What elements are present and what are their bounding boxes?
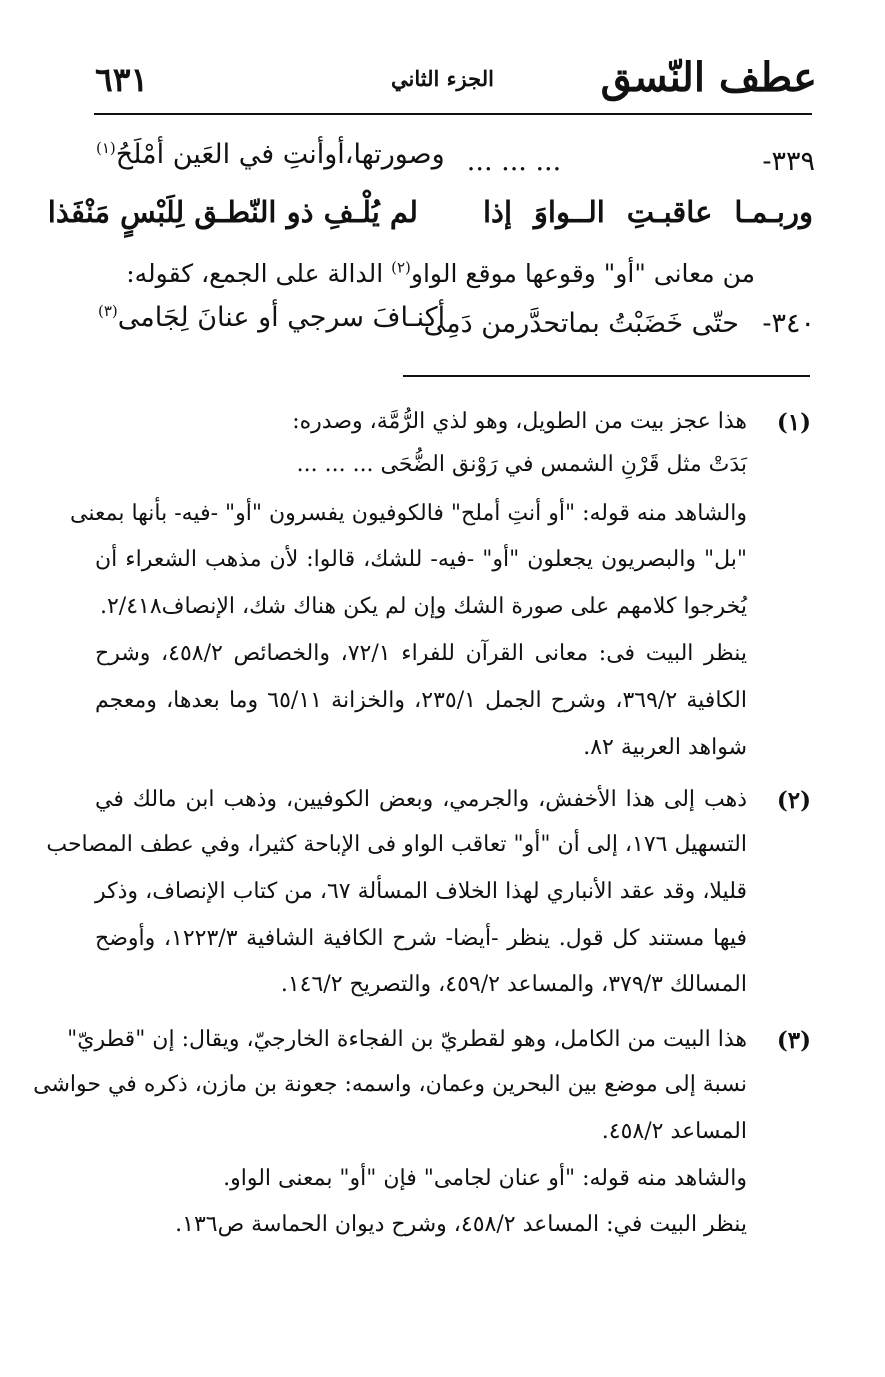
verse-ajuz: لم يُلْـفِ ذو النّطـق لِلَبْسٍ مَنْفَذا xyxy=(47,195,418,229)
verse-number: ٣٣٩- xyxy=(762,146,815,177)
footnote-line: التسهيل ١٧٦، إلى أن "أو" تعاقب الواو فى الإباحة كثيرا، وفي عطف المصاحب xyxy=(46,832,747,857)
verse-number: ٣٤٠- xyxy=(762,308,815,339)
verse-ajuz-text: وصورتها،أوأنتِ في العَين أمْلَحُ xyxy=(115,139,445,170)
footnote-separator xyxy=(403,375,810,377)
verse-sadr: ... ... ... xyxy=(466,146,562,177)
footnote-marker: (٣) xyxy=(776,1027,811,1054)
verse-sadr: حتّى خَضَبْتُ بماتحدَّرمن دَمِى xyxy=(423,308,739,339)
footnote-line: الكافية ٣٦٩/٢، وشرح الجمل ٢٣٥/١، والخزانة ٦٥/١١ وما بعدها، ومعجم xyxy=(95,688,747,713)
part-label: الجزء الثاني xyxy=(391,66,494,91)
footnote-marker: (٢) xyxy=(776,787,811,814)
verse-ajuz-text: أكنـافَ سرجي أو عنانَ لِجَامى xyxy=(117,302,446,333)
prose-line xyxy=(126,254,755,294)
footnote-line: والشاهد منه قوله: "أو أنتِ أملح" فالكوفيون يفسرون "أو" -فيه- بأنها بمعنى xyxy=(70,501,747,526)
footnote-ref: (٢) xyxy=(391,258,411,277)
footnote-ref: (٣) xyxy=(98,302,118,320)
footnote-marker: (١) xyxy=(776,409,811,436)
page-number: ٦٣١ xyxy=(95,60,149,99)
verse-ajuz xyxy=(96,133,445,177)
footnote-line: نسبة إلى موضع بين البحرين وعمان، واسمه: جعونة بن مازن، ذكره في حواشى xyxy=(33,1072,747,1097)
footnote-line: المسالك ٣٧٩/٣، والمساعد ٤٥٩/٢، والتصريح ١٤٦/٢. xyxy=(280,972,747,997)
prose-text: الدالة على الجمع، كقوله: xyxy=(126,259,392,288)
footnote-line: هذا البيت من الكامل، وهو لقطريّ بن الفجاءة الخارجيّ، ويقال: إن "قطريّ" xyxy=(67,1027,747,1052)
footnote-line: فيها مستند كل قول. ينظر -أيضا- شرح الكافية الشافية ١٢٢٣/٣، وأوضح xyxy=(95,926,748,951)
footnote-line: "بل" والبصريون يجعلون "أو" -فيه- للشك، قالوا: لأن مذهب الشعراء أن xyxy=(95,547,747,572)
footnote-line: يُخرجوا كلامهم على صورة الشك وإن لم يكن هناك شك، الإنصاف٢/٤١٨. xyxy=(99,594,747,619)
footnote-line: ذهب إلى هذا الأخفش، والجرمي، وبعض الكوفيين، وذهب ابن مالك في xyxy=(95,787,747,812)
footnote-ref: (١) xyxy=(96,139,116,157)
header-rule xyxy=(94,113,812,115)
book-title: عطف النّسق xyxy=(600,54,817,101)
footnote-line: والشاهد منه قوله: "أو عنان لجامى" فإن "أو" بمعنى الواو. xyxy=(223,1166,747,1191)
footnote-line: المساعد ٤٥٨/٢. xyxy=(601,1119,747,1144)
footnote-line: قليلا، وقد عقد الأنباري لهذا الخلاف المسألة ٦٧، من كتاب الإنصاف، وذكر xyxy=(95,879,747,904)
footnote-line: بَدَتْ مثل قَرْنِ الشمس في رَوْنق الضُّحَى ... ... ... xyxy=(296,452,747,477)
footnote-line: ينظر البيت فى: معانى القرآن للفراء ٧٢/١، والخصائص ٤٥٨/٢، وشرح xyxy=(95,641,747,666)
footnote-line: هذا عجز بيت من الطويل، وهو لذي الرُّمَّة، وصدره: xyxy=(292,409,747,434)
prose-text: من معانى "أو" وقوعها موقع الواو xyxy=(410,259,755,288)
footnote-line: شواهد العربية ٨٢. xyxy=(583,735,747,760)
footnote-line: ينظر البيت في: المساعد ٤٥٨/٢، وشرح ديوان الحماسة ص١٣٦. xyxy=(175,1212,747,1237)
verse-sadr: وربـمـا عاقبـتِ الــواوَ إذا xyxy=(483,195,813,229)
verse-ajuz xyxy=(98,296,445,340)
